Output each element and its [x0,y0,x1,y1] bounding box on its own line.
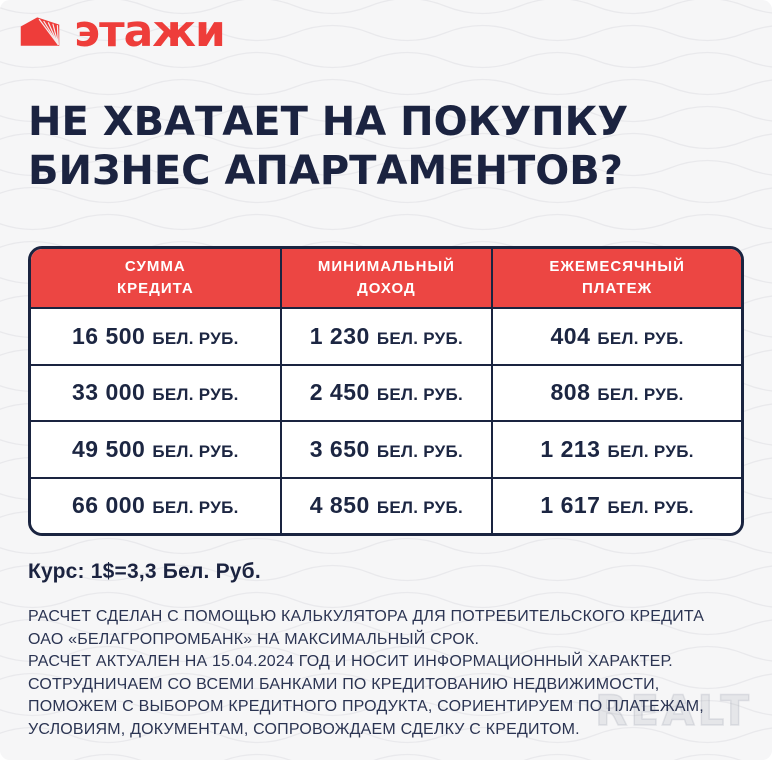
etazhi-logo [18,6,225,57]
credit-table [28,246,744,536]
amount: 33 000 [72,379,146,406]
currency-unit: БЕЛ. РУБ. [597,385,684,405]
table-cell-income-2 [282,364,494,421]
column-header-monthly-payment [493,249,741,307]
currency-unit: БЕЛ. РУБ. [376,328,464,348]
header-text: ПЛАТЕЖ [582,280,653,297]
etazhi-logo-text: этажи [74,6,225,57]
header-text: ДОХОД [357,280,416,297]
currency-unit: БЕЛ. РУБ. [607,441,694,461]
currency-unit: БЕЛ. РУБ. [376,385,464,405]
etazhi-house-icon [18,13,62,51]
table-cell-payment-3 [493,420,741,477]
header-text: ЕЖЕМЕСЯЧНЫЙ [549,258,685,276]
exchange-rate-note: Курс: 1$=3,3 Бел. Руб. [28,560,261,583]
header-text: КРЕДИТА [116,280,194,297]
disclaimer-text [28,606,758,741]
amount: 2 450 [309,379,370,406]
table-cell-credit-2 [31,364,282,421]
disclaimer-line: СОТРУДНИЧАЕМ СО ВСЕМИ БАНКАМИ ПО КРЕДИТОВАНИЮ НЕДВИЖИМОСТИ, [28,675,660,693]
amount: 404 [550,322,591,349]
amount: 4 850 [309,492,370,519]
amount: 3 650 [309,435,370,462]
amount: 808 [550,379,591,406]
currency-unit: БЕЛ. РУБ. [152,498,239,518]
amount: 1 617 [540,492,601,519]
currency-unit: БЕЛ. РУБ. [597,328,684,348]
column-header-credit-sum [31,249,282,307]
disclaimer-line: УСЛОВИЯМ, ДОКУМЕНТАМ, СОПРОВОЖДАЕМ СДЕЛКУ С КРЕДИТОМ. [28,720,580,738]
currency-unit: БЕЛ. РУБ. [152,441,239,461]
amount: 1 230 [309,322,370,349]
currency-unit: БЕЛ. РУБ. [376,441,464,461]
realt-watermark: REALT [595,686,752,735]
currency-unit: БЕЛ. РУБ. [376,498,464,518]
amount: 49 500 [72,435,146,462]
table-cell-credit-4 [31,477,282,534]
column-header-min-income [282,249,494,307]
header-text: СУММА [124,258,186,276]
table-cell-income-4 [282,477,494,534]
table-cell-credit-1 [31,307,282,364]
amount: 1 213 [540,435,601,462]
table-cell-credit-3 [31,420,282,477]
disclaimer-line: РАСЧЕТ СДЕЛАН С ПОМОЩЬЮ КАЛЬКУЛЯТОРА ДЛЯ ПОТРЕБИТЕЛЬСКОГО КРЕДИТА [28,608,705,625]
disclaimer-line: ОАО «БЕЛАГРОПРОМБАНК» НА МАКСИМАЛЬНЫЙ СРОК. [28,630,480,648]
disclaimer-line: ПОМОЖЕМ С ВЫБОРОМ КРЕДИТНОГО ПРОДУКТА, СОРИЕНТИРУЕМ ПО ПЛАТЕЖАМ, [28,698,704,715]
table-cell-income-1 [282,307,494,364]
table-cell-payment-2 [493,364,741,421]
table-cell-payment-4 [493,477,741,534]
currency-unit: БЕЛ. РУБ. [152,328,239,348]
page-title [28,98,744,196]
amount: 66 000 [72,492,146,519]
disclaimer-line: РАСЧЕТ АКТУАЛЕН НА 15.04.2024 ГОД И НОСИТ ИНФОРМАЦИОННЫЙ ХАРАКТЕР. [28,653,673,670]
amount: 16 500 [72,322,146,349]
page-title-line1: НЕ ХВАТАЕТ НА ПОКУПКУ [28,99,629,145]
currency-unit: БЕЛ. РУБ. [607,498,694,518]
header-text: МИНИМАЛЬНЫЙ [317,258,455,276]
table-cell-payment-1 [493,307,741,364]
table-cell-income-3 [282,420,494,477]
currency-unit: БЕЛ. РУБ. [152,385,239,405]
page-title-line2: БИЗНЕС АПАРТАМЕНТОВ? [28,147,623,194]
